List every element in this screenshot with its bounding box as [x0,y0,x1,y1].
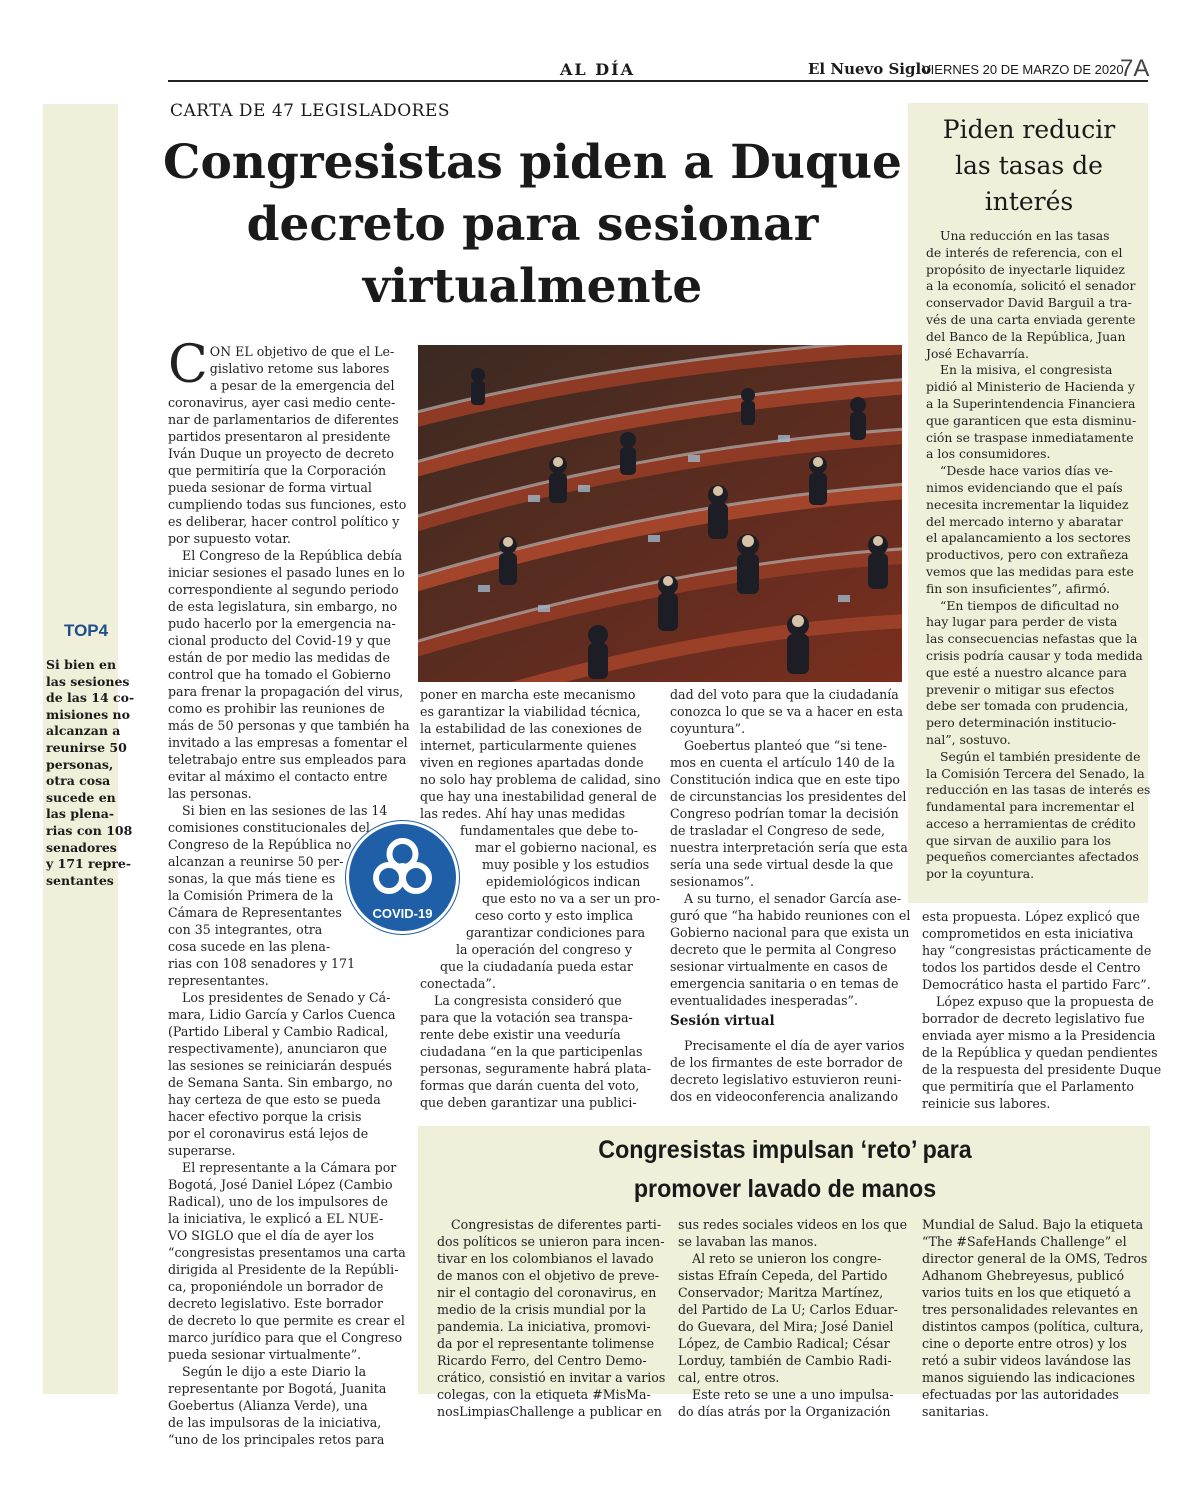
text-line: cumpliendo todas sus funciones, esto [168,497,407,512]
text-line: Adhanom Ghebreyesus, publicó [922,1268,1125,1283]
text-line: pero determinación institucio- [926,715,1117,731]
text-line: coyuntura”. [670,721,746,736]
text-line: que permitiría que el Parlamento [922,1079,1135,1094]
sidebar-line: sentantes [46,872,114,888]
text-line: la Comisión Primera de la [168,888,334,903]
text-line: están de por medio las medidas de [168,650,390,665]
text-line: cosa sucede en las plena- [168,939,331,954]
text-line: de las impulsoras de la iniciativa, [168,1415,382,1430]
text-line: dos políticos se unieron para incen- [437,1234,665,1249]
text-line: es deliberar, hacer control político y [168,514,400,529]
sidebar-line: alcanzan a [46,723,121,739]
text-line: correspondiente al segundo periodo [168,582,399,597]
section-name: AL DÍA [560,60,636,79]
text-line: eventualidades inesperadas”. [670,993,858,1008]
text-line: Cámara de Representantes [168,905,342,920]
text-line: distintos campos (política, cultura, [922,1319,1144,1334]
text-line: hay certeza de que esto se pueda [168,1092,381,1107]
text-line: Los presidentes de Senado y Cá- [182,990,391,1005]
text-line: fin son insuficientes”, afirmó. [926,580,1111,596]
text-line: guró que “ha habido reuniones con el [670,908,911,923]
text-line: retó a subir videos lavándose las [922,1353,1131,1368]
text-line: Ricardo Ferro, del Centro Demo- [437,1353,647,1368]
text-line: crisis podría causar y toda medida [926,647,1143,663]
text-line: Según le dijo a este Diario la [182,1364,367,1379]
text-line: ON EL objetivo de que el Le- [209,344,395,359]
article-column-4 [922,908,1162,1112]
text-line: manos siguiendo las indicaciones [922,1370,1135,1385]
text-line: del mercado interno y abaratar [926,513,1123,529]
text-line: “uno de los principales retos para [168,1432,385,1447]
text-line: no solo hay problema de calidad, sino [420,772,661,787]
text-line: pandemia. La iniciativa, promovi- [437,1319,651,1334]
text-line: VO SIGLO que el día de ayer los [168,1228,374,1243]
text-line: decreto legislativo. Este borrador [168,1296,383,1311]
text-line: En la misiva, el congresista [940,362,1113,378]
text-line: Bogotá, José Daniel López (Cambio [168,1177,393,1192]
text-line: da por el representante tolimense [437,1336,655,1351]
text-line: dirigida al Presidente de la Repúbli- [168,1262,399,1277]
text-line: por supuesto votar. [168,531,291,546]
text-line: vés de una carta enviada gerente [926,311,1136,327]
text-line: pequeños comerciantes afectados [926,849,1139,865]
text-line: la Comisión Tercera del Senado, la [926,765,1145,781]
text-line: fundamental para incrementar el [926,799,1135,815]
article-subhead: Sesión virtual [670,1013,775,1029]
text-line: Este reto se une a uno impulsa- [692,1387,894,1402]
text-line: para frenar la propagación del virus, [168,684,404,699]
text-line: “congresistas presentamos una carta [168,1245,406,1260]
text-line: sus redes sociales videos en los que [678,1217,908,1232]
text-line: las consecuencias nefastas que la [926,631,1138,647]
column-3b-lines [670,1037,905,1105]
text-line: colegas, con la etiqueta #MisMa- [437,1387,651,1402]
text-line: ceso corto y esto implica [475,908,634,923]
text-line: sería una sede virtual desde la que [670,857,894,872]
text-line: director general de la OMS, Tedros [922,1251,1148,1266]
text-line: conservador David Barguil a tra- [926,295,1132,311]
text-line: comisiones constitucionales del [168,820,370,835]
text-line: El Congreso de la República debía [182,548,403,563]
text-line: de la respuesta del presidente Duque [922,1062,1162,1077]
text-line: (Partido Liberal y Cambio Radical, [168,1024,389,1039]
text-line: Congreso podrían tomar la decisión [670,806,899,821]
text-line: ciudadana “en la que participenlas [420,1044,643,1059]
text-line: decreto legislativo estuvieron reuni- [670,1072,902,1087]
text-line: crático, consistió en invitar a varios [437,1370,666,1385]
header-rule [168,80,1148,82]
text-line: varios tuits en los que etiquetó a [922,1285,1132,1300]
text-line: esta propuesta. López explicó que [922,909,1140,924]
interest-rates-title [918,112,1140,220]
text-line: José Echavarría. [926,345,1029,361]
text-line: ción se traspase inmediatamente [926,429,1134,445]
text-line: todos los partidos desde el Centro [922,960,1141,975]
text-line: respectivamente), anunciaron que [168,1041,387,1056]
text-line: Al reto se unieron los congre- [692,1251,882,1266]
text-line: se lavaban las manos. [678,1234,818,1249]
text-line: La congresista consideró que [434,993,622,1008]
text-line: do días atrás por la Organización [678,1404,891,1419]
article-column-3-continued [670,1037,905,1105]
text-line: Iván Duque un proyecto de decreto [168,446,394,461]
handwashing-column-1 [437,1216,666,1420]
handwashing-col2-lines [678,1216,908,1420]
text-line: rente debe existir una veeduría [420,1027,621,1042]
text-line: conozca lo que se va a hacer en esta [670,704,904,719]
text-line: hacer efectivo porque la crisis [168,1109,362,1124]
handwashing-title [450,1131,1120,1209]
text-line: representante por Bogotá, Juanita [168,1381,387,1396]
text-line: Democrático hasta el partido Farc”. [922,977,1151,992]
text-line: A su turno, el senador García ase- [684,891,902,906]
text-line: como es prohibir las reuniones de [168,701,385,716]
text-line: de manos con el objetivo de preve- [437,1268,660,1283]
text-line: emergencia sanitaria o en temas de [670,976,899,991]
text-line: decreto que le permita al Congreso [670,942,897,957]
text-line: de Semana Santa. Sin embargo, no [168,1075,393,1090]
article-column-3 [670,686,911,1009]
text-line: viven en regiones apartadas donde [420,755,644,770]
sidebar-line: senadores [46,839,117,855]
text-line: representantes. [168,973,269,988]
article-kicker: CARTA DE 47 LEGISLADORES [170,101,450,121]
sidebar-line: misiones no [46,706,130,722]
text-line: propósito de inyectarle liquidez [926,261,1125,277]
text-line: coronavirus, ayer casi medio cente- [168,395,396,410]
text-line: Radical), uno de los impulsores de [168,1194,388,1209]
text-line: Goebertus (Alianza Verde), una [168,1398,368,1413]
page-number: 7A [1120,55,1150,82]
column-3-lines [670,686,911,1009]
text-line: do Guevara, del Mira; José Daniel [678,1319,894,1334]
text-line: control que ha tomado el Gobierno [168,667,391,682]
text-line: Congresistas de diferentes parti- [451,1217,662,1232]
title-line: Piden reducir [942,115,1116,144]
handwashing-col1-lines [437,1216,666,1420]
congress-session-photo [418,345,902,682]
text-line: mar el gobierno nacional, es [475,840,657,855]
newspaper-masthead: El Nuevo Siglo [808,60,932,78]
issue-date: VIERNES 20 DE MARZO DE 2020 [922,62,1124,77]
text-line: “Desde hace varios días ve- [940,463,1113,479]
text-line: conectada”. [420,976,496,991]
text-line: cal, entre otros. [678,1370,780,1385]
text-line: del Banco de la República, Juan [926,328,1126,344]
text-line: prevenir o mitigar sus efectos [926,681,1115,697]
text-line: Conservador; Maritza Martínez, [678,1285,884,1300]
text-line: nimos evidenciando que el país [926,479,1123,495]
text-line: hay “congresistas prácticamente de [922,943,1152,958]
sidebar-line: rias con 108 [46,822,133,838]
text-line: mara, Lidio García y Carlos Cuenca [168,1007,396,1022]
text-line: Goebertus planteó que “si tene- [684,738,887,753]
handwashing-column-2 [678,1216,908,1420]
text-line: invitado a las empresas a fomentar el [168,735,408,750]
text-line: reducción en las tasas de interés es [926,782,1151,798]
text-line: sonas, la que más tiene es [168,871,336,886]
text-line: necesita incrementar la liquidez [926,496,1129,512]
text-line: garantizar condiciones para [466,925,646,940]
headline-line: virtualmente [362,259,703,314]
text-line: partidos presentaron al presidente [168,429,391,444]
text-line: nir el contagio del coronavirus, en [437,1285,657,1300]
lead-paragraph-start [168,335,398,395]
text-line: a los consumidores. [926,446,1051,462]
text-line: sesionar virtualmente en casos de [670,959,888,974]
text-line: marco jurídico para que el Congreso [168,1330,403,1345]
text-line: hay lugar para perder de vista [926,614,1118,630]
text-line: pueda sesionar virtualmente”. [168,1347,362,1362]
text-line: personas, seguramente habrá plata- [420,1061,651,1076]
text-line: sistas Efraín Cepeda, del Partido [678,1268,888,1283]
text-line: de circunstancias los presidentes del [670,789,907,804]
text-line: Congreso de la República no [168,837,352,852]
text-line: formas que darán cuenta del voto, [420,1078,640,1093]
text-line: internet, particularmente quienes [420,738,637,753]
text-line: a pesar de la emergencia del [209,378,395,393]
text-line: reinicie sus labores. [922,1096,1051,1111]
text-line: dos en videoconferencia analizando [670,1089,899,1104]
text-line: es garantizar la viabilidad técnica, [420,704,641,719]
text-line: epidemiológicos indican [486,874,641,889]
sidebar-line: y 171 repre- [46,856,132,872]
sidebar-line: de las 14 co- [46,690,135,706]
text-line: con 35 integrantes, otra [168,922,323,937]
covid-label: COVID-19 [372,906,433,921]
text-line: las redes. Ahí hay unas medidas [420,806,626,821]
text-line: muy posible y los estudios [482,857,650,872]
text-line: las personas. [168,786,252,801]
text-line: que hay una inestabilidad general de [420,789,657,804]
text-line: que esté a nuestro alcance para [926,664,1127,680]
text-line: pudo hacerlo por la emergencia na- [168,616,396,631]
text-line: pueda sesionar de forma virtual [168,480,372,495]
sidebar-line: otra cosa [46,773,111,789]
text-line: que deben garantizar una publici- [420,1095,637,1110]
text-line: fundamentales que debe to- [460,823,639,838]
text-line: de decreto lo que permite es crear el [168,1313,405,1328]
text-line: López expuso que la propuesta de [936,994,1154,1009]
sidebar-text [46,657,135,889]
text-line: nuestra interpretación sería que esta [670,840,908,855]
text-line: para que la votación sea transpa- [420,1010,633,1025]
interest-rates-lines [926,228,1151,883]
sidebar-label: TOP4 [64,621,109,640]
text-line: de trasladar el Congreso de sede, [670,823,886,838]
text-line: por la coyuntura. [926,866,1035,882]
text-line: sesionamos”. [670,874,755,889]
text-line: tivar en los colombianos el lavado [437,1251,654,1266]
headline-line: Congresistas piden a Duque [163,135,902,190]
text-line: que permitiría que la Corporación [168,463,387,478]
text-line: a la economía, solicitó el senador [926,278,1136,294]
title-line: promover lavado de manos [633,1175,937,1203]
text-line: El representante a la Cámara por [182,1160,397,1175]
text-line: borrador de decreto legislativo fue [922,1011,1145,1026]
sidebar-line: sucede en [46,789,116,805]
text-line: Gobierno nacional para que exista un [670,925,910,940]
text-line: poner en marcha este mecanismo [420,687,636,702]
covid-biohazard-badge [345,820,460,935]
text-line: alcanzan a reunirse 50 per- [168,854,344,869]
article-headline [160,132,905,318]
text-line: López, de Cambio Radical; César [678,1336,890,1351]
text-line: del Partido de La U; Carlos Eduar- [678,1302,898,1317]
text-line: de los firmantes de este borrador de [670,1055,903,1070]
text-line: de interés de referencia, con el [926,244,1123,260]
text-line: sanitarias. [922,1404,989,1419]
text-line: evitar al máximo el contacto entre [168,769,388,784]
text-line: que sirvan de auxilio para los [926,832,1111,848]
text-line: Precisamente el día de ayer varios [684,1038,905,1053]
text-line: cine o deporte entre otros) y los [922,1336,1127,1351]
text-line: “En tiempos de dificultad no [940,597,1119,613]
text-line: que esto no va a ser un pro- [482,891,661,906]
text-line: de la República y quedan pendientes [922,1045,1158,1060]
text-line: superarse. [168,1143,236,1158]
text-line: Constitución indica que en este tipo [670,772,900,787]
text-line: Una reducción en las tasas [940,228,1110,243]
text-line: por el coronavirus está lejos de [168,1126,369,1141]
text-line: Mundial de Salud. Bajo la etiqueta [922,1217,1144,1232]
text-line: medio de la crisis mundial por la [437,1302,647,1317]
drop-cap: C [168,335,208,395]
text-line: enviada ayer mismo a la Presidencia [922,1028,1156,1043]
sidebar-line: las plena- [46,806,115,822]
text-line: Si bien en las sesiones de las 14 [182,803,388,818]
headline-line: decreto para sesionar [246,197,819,252]
text-line: Según el también presidente de [940,748,1141,764]
text-line: dad del voto para que la ciudadanía [670,687,899,702]
text-line: nal”, sostuvo. [926,731,1011,747]
text-line: productivos, pero con extrañeza [926,547,1129,563]
text-line: la operación del congreso y [456,942,632,957]
text-line: efectuadas por las autoridades [922,1387,1119,1402]
text-line: que la ciudadanía pueda estar [440,959,633,974]
text-line: rias con 108 senadores y 171 [168,956,356,971]
text-line: “The #SafeHands Challenge” el [922,1234,1127,1249]
handwashing-column-3 [922,1216,1148,1420]
title-line: las tasas de [955,151,1103,180]
title-line: Congresistas impulsan ‘reto’ para [598,1136,972,1164]
text-line: acceso a herramientas de crédito [926,815,1136,831]
sidebar-line: las sesiones [46,673,130,689]
text-line: iniciar sesiones el pasado lunes en lo [168,565,405,580]
column-4-lines [922,908,1162,1112]
interest-rates-text [926,228,1151,883]
text-line: ca, proponiéndole un borrador de [168,1279,384,1294]
sidebar-line: personas, [46,756,114,772]
text-line: vemos que las medidas para este [926,563,1134,579]
text-line: nosLimpiasChallenge a publicar en [437,1404,662,1419]
text-line: pidió al Ministerio de Hacienda y [926,379,1135,395]
text-line: de esta legislatura, sin embargo, no [168,599,398,614]
text-line: tres personalidades relevantes en [922,1302,1139,1317]
text-line: el apalancamiento a los sectores [926,530,1131,546]
text-line: a la Superintendencia Financiera [926,395,1136,411]
text-line: debe ser tomada con prudencia, [926,698,1129,714]
text-line: cional producto del Covid-19 y que [168,633,391,648]
text-line: las sesiones se reiniciarán después [168,1058,392,1073]
handwashing-col3-lines [922,1216,1148,1420]
text-line: la estabilidad de las conexiones de [420,721,642,736]
text-line: Lorduy, también de Cambio Radi- [678,1353,892,1368]
text-line: teletrabajo entre sus empleados para [168,752,407,767]
text-line: nar de parlamentarios de diferentes [168,412,399,427]
text-line: más de 50 personas y que también ha [168,718,410,733]
text-line: gislativo retome sus labores [209,361,390,376]
text-line: la iniciativa, le explicó a EL NUE- [168,1211,384,1226]
text-line: mos en cuenta el artículo 140 de la [670,755,895,770]
sidebar-line: reunirse 50 [46,739,127,755]
text-line: comprometidos en esta iniciativa [922,926,1134,941]
text-line: que garanticen que esta disminu- [926,412,1137,428]
title-line: interés [984,187,1074,216]
sidebar-line: Si bien en [46,657,117,672]
